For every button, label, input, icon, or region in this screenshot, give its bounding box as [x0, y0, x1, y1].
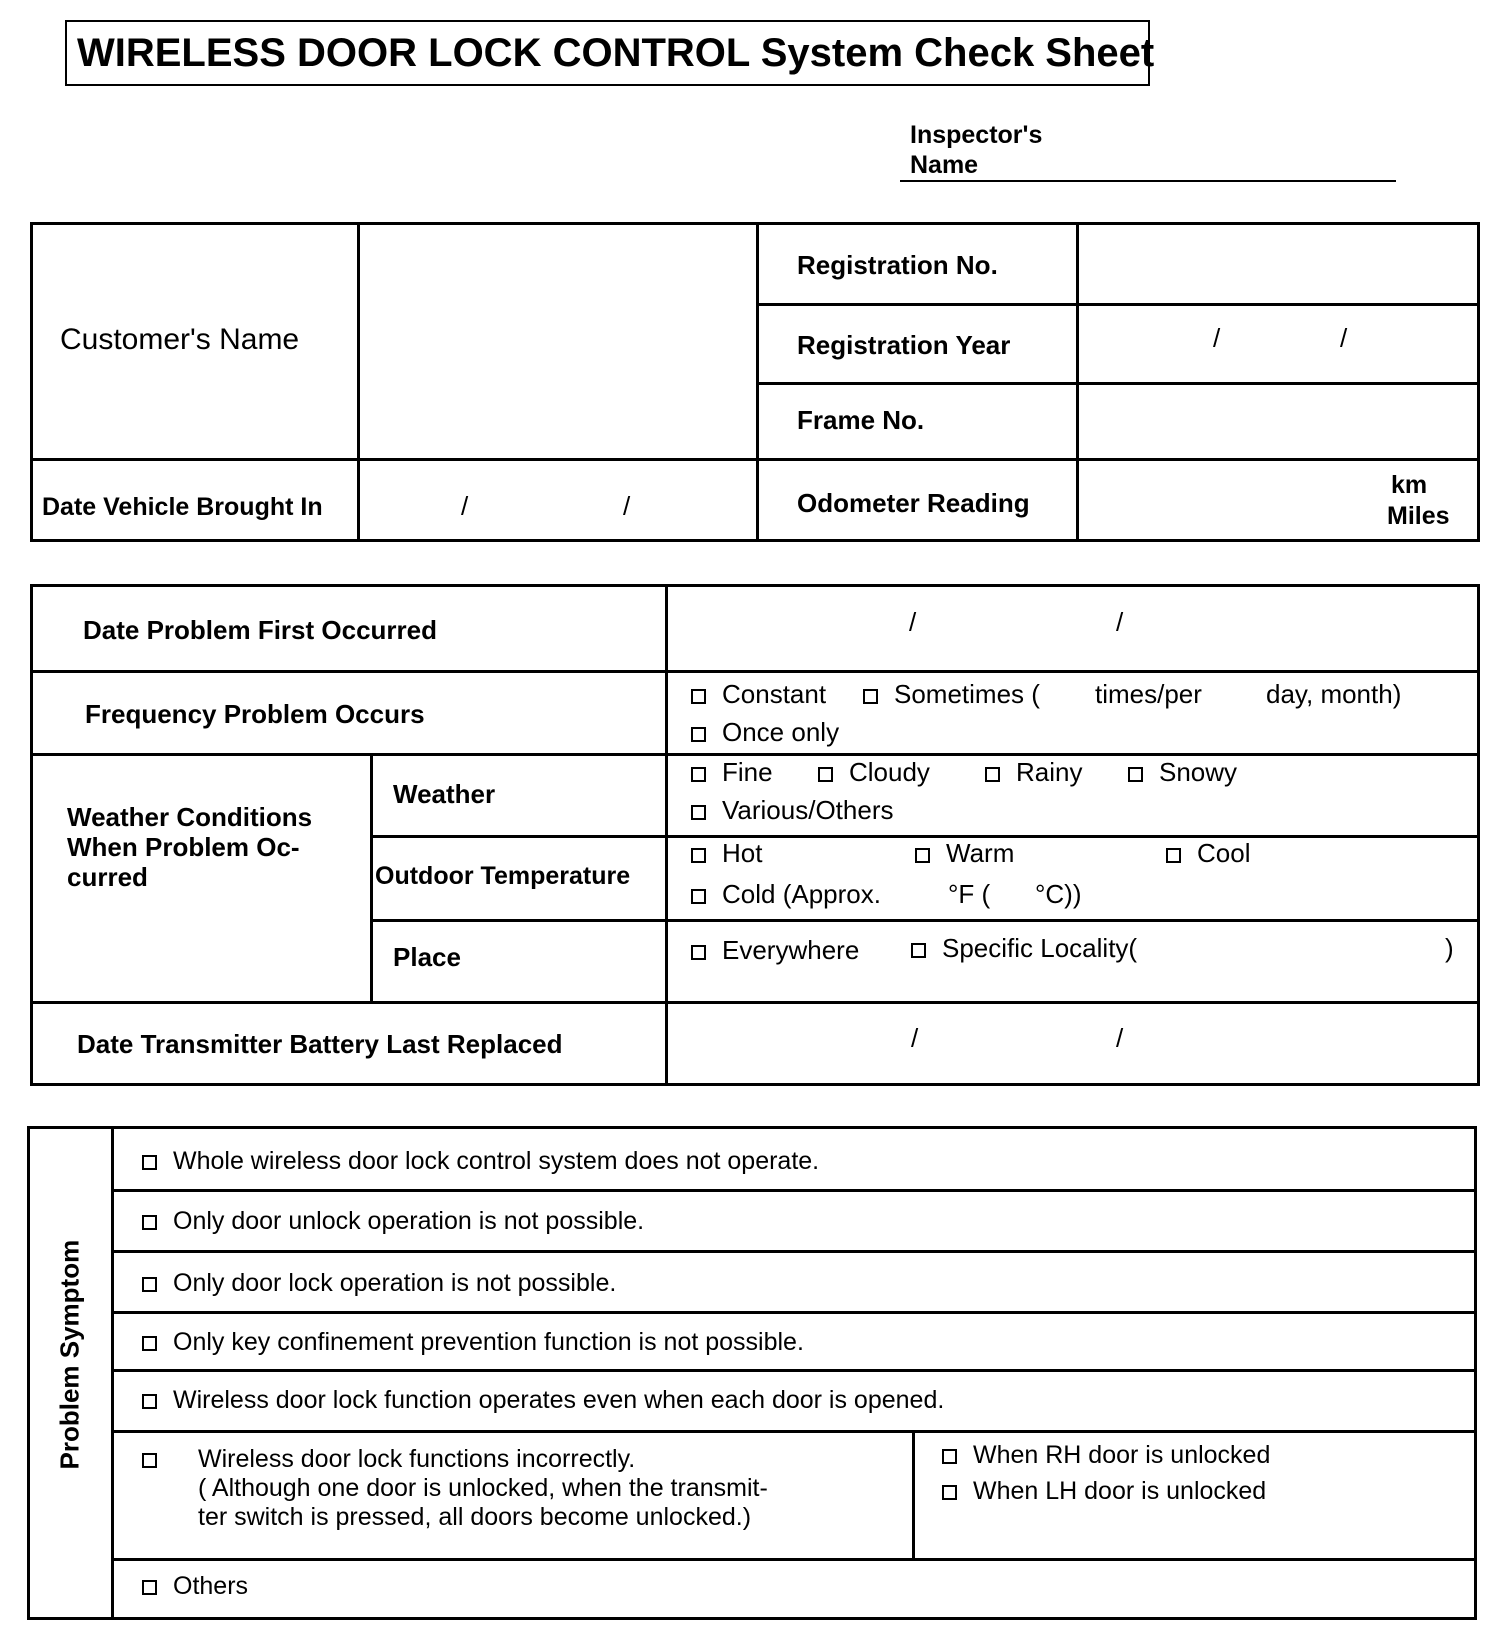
checkbox-icon[interactable]: [818, 767, 833, 782]
temperature-deg-c: °C)): [1035, 879, 1082, 909]
date-first-occurred-slash-2[interactable]: /: [1116, 607, 1124, 637]
checkbox-icon[interactable]: [142, 1336, 157, 1351]
inspector-label: [910, 120, 1042, 180]
checkbox-icon[interactable]: [942, 1485, 957, 1500]
weather-conditions-label: Weather Conditions When Problem Oc- curred: [67, 802, 313, 892]
weather-label: Weather: [393, 779, 496, 809]
date-first-occurred-label: Date Problem First Occurred: [83, 615, 437, 645]
checkbox-icon[interactable]: [691, 945, 706, 960]
rh-door-option[interactable]: When RH door is unlocked: [942, 1441, 1270, 1470]
checkbox-icon[interactable]: [142, 1580, 157, 1595]
checkbox-icon[interactable]: [691, 767, 706, 782]
customer-name-label: Customer's Name: [60, 323, 300, 356]
checkbox-icon[interactable]: [691, 689, 706, 704]
checkbox-icon[interactable]: [863, 689, 878, 704]
symptom-item[interactable]: Only key confinement prevention function is not possible.: [142, 1328, 804, 1357]
place-label: Place: [393, 942, 461, 972]
weather-various-option[interactable]: Various/Others: [691, 795, 893, 826]
date-brought-in-label: Date Vehicle Brought In: [42, 493, 323, 521]
symptom-table: [27, 1126, 1477, 1620]
registration-year-label: Registration Year: [797, 330, 1011, 360]
frame-no-field[interactable]: [1080, 385, 1477, 456]
frequency-constant-option[interactable]: Constant: [691, 679, 826, 710]
page-title: WIRELESS DOOR LOCK CONTROL System Check Sheet: [65, 20, 1150, 86]
battery-replaced-label: Date Transmitter Battery Last Replaced: [77, 1029, 563, 1059]
odometer-miles-label: Miles: [1387, 502, 1450, 530]
temperature-label: Outdoor Temperature: [375, 862, 631, 890]
temperature-warm-option[interactable]: Warm: [915, 838, 1014, 869]
frequency-sometimes-option[interactable]: Sometimes (: [863, 679, 1040, 710]
battery-replaced-slash-2[interactable]: /: [1116, 1023, 1124, 1053]
checkbox-icon[interactable]: [1166, 848, 1181, 863]
checkbox-icon[interactable]: [942, 1449, 957, 1464]
customer-name-field[interactable]: [361, 225, 754, 456]
symptom-incorrect-checkbox-icon[interactable]: [142, 1453, 157, 1468]
place-specific-option[interactable]: Specific Locality(: [911, 933, 1137, 964]
checkbox-icon[interactable]: [985, 767, 1000, 782]
battery-replaced-slash-1[interactable]: /: [911, 1023, 919, 1053]
frequency-label: Frequency Problem Occurs: [85, 699, 425, 729]
frequency-times-per: times/per: [1095, 679, 1202, 709]
checkbox-icon[interactable]: [915, 848, 930, 863]
symptom-item[interactable]: Wireless door lock function operates even when each door is opened.: [142, 1386, 944, 1415]
temperature-cool-option[interactable]: Cool: [1166, 838, 1250, 869]
weather-snowy-option[interactable]: Snowy: [1128, 757, 1237, 788]
date-brought-in-slash-2[interactable]: /: [623, 491, 631, 521]
conditions-table: [30, 584, 1480, 1086]
registration-year-slash-1[interactable]: /: [1213, 323, 1221, 353]
checkbox-icon[interactable]: [911, 943, 926, 958]
odometer-label: Odometer Reading: [797, 488, 1030, 518]
place-everywhere-option[interactable]: Everywhere: [691, 935, 859, 966]
date-first-occurred-slash-1[interactable]: /: [909, 607, 917, 637]
checkbox-icon[interactable]: [691, 727, 706, 742]
checkbox-icon[interactable]: [1128, 767, 1143, 782]
registration-no-field[interactable]: [1080, 225, 1477, 301]
temperature-deg-f: °F (: [948, 879, 991, 909]
date-brought-in-slash-1[interactable]: /: [461, 491, 469, 521]
checkbox-icon[interactable]: [691, 889, 706, 904]
temperature-cold-option[interactable]: Cold (Approx.: [691, 879, 881, 910]
inspector-name-field[interactable]: [900, 180, 1396, 182]
odometer-km-label: km: [1391, 471, 1428, 499]
temperature-hot-option[interactable]: Hot: [691, 838, 762, 869]
symptom-item[interactable]: Only door unlock operation is not possible.: [142, 1207, 644, 1236]
weather-cloudy-option[interactable]: Cloudy: [818, 757, 930, 788]
symptom-item[interactable]: Whole wireless door lock control system does not operate.: [142, 1147, 819, 1176]
checkbox-icon[interactable]: [142, 1155, 157, 1170]
vehicle-info-table: [30, 222, 1480, 542]
weather-fine-option[interactable]: Fine: [691, 757, 773, 788]
frequency-once-option[interactable]: Once only: [691, 717, 839, 748]
registration-no-label: Registration No.: [797, 250, 998, 280]
checkbox-icon[interactable]: [691, 805, 706, 820]
symptom-others-option[interactable]: Others: [142, 1572, 248, 1601]
frame-no-label: Frame No.: [797, 405, 925, 435]
lh-door-option[interactable]: When LH door is unlocked: [942, 1477, 1266, 1506]
symptom-item[interactable]: Only door lock operation is not possible.: [142, 1269, 616, 1298]
symptom-incorrect-text: Wireless door lock functions incorrectly. ( Although one door is unlocked, when the transmit- ter switch is pressed, all doors become unlocked.): [198, 1445, 768, 1531]
registration-year-slash-2[interactable]: /: [1340, 323, 1348, 353]
place-specific-close: ): [1445, 933, 1454, 963]
frequency-day-month: day, month): [1266, 679, 1402, 709]
checkbox-icon[interactable]: [142, 1277, 157, 1292]
inspector-label-line1: Inspector's: [910, 121, 1043, 149]
problem-symptom-label: Problem Symptom: [54, 1239, 85, 1470]
checkbox-icon[interactable]: [142, 1394, 157, 1409]
checkbox-icon[interactable]: [142, 1215, 157, 1230]
weather-rainy-option[interactable]: Rainy: [985, 757, 1082, 788]
checkbox-icon[interactable]: [691, 848, 706, 863]
inspector-label-line2: Name: [910, 151, 979, 179]
